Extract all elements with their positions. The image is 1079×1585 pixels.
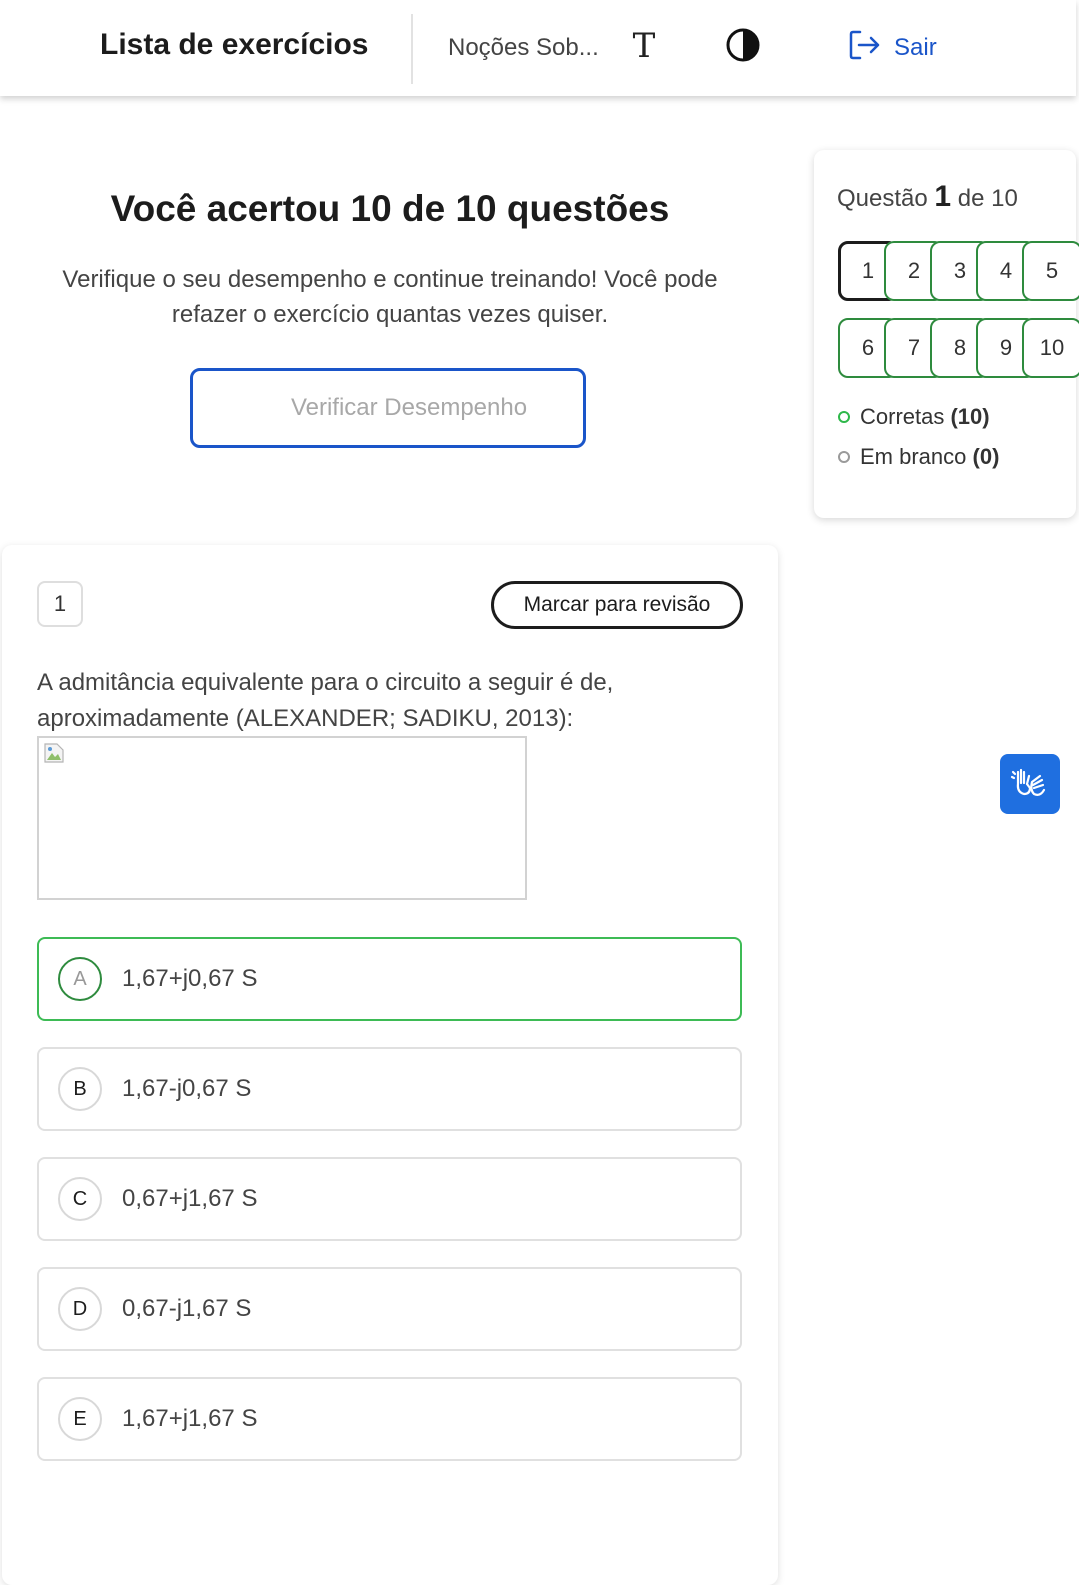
broken-image-icon (43, 742, 65, 764)
text-size-icon[interactable]: T (632, 26, 656, 66)
question-nav-button[interactable]: 9 (976, 318, 1036, 378)
option-text: 0,67-j1,67 S (122, 1295, 252, 1322)
question-nav-button[interactable]: 6 (838, 318, 898, 378)
question-nav-button[interactable]: 2 (884, 241, 944, 301)
question-nav-button[interactable]: 1 (838, 241, 898, 301)
answer-option-b[interactable] (37, 1047, 742, 1131)
question-nav-button[interactable]: 5 (1022, 241, 1079, 301)
correct-dot-icon (838, 411, 850, 423)
option-letter: E (58, 1397, 102, 1441)
navigator-heading (837, 180, 1018, 214)
legend-blank (838, 444, 999, 470)
logout-icon (848, 29, 882, 68)
question-nav-button[interactable]: 4 (976, 241, 1036, 301)
legend-correct-label: Corretas (860, 404, 945, 429)
legend-blank-count: (0) (972, 444, 1000, 469)
header-divider (411, 14, 413, 84)
question-nav-button[interactable]: 3 (930, 241, 990, 301)
answer-option-c[interactable] (37, 1157, 742, 1241)
navigator-heading-suffix: de 10 (957, 185, 1018, 212)
answer-option-a[interactable] (37, 937, 742, 1021)
navigator-heading-prefix: Questão (837, 185, 928, 212)
legend-correct (838, 404, 990, 430)
verify-performance-button[interactable]: Verificar Desempenho (190, 368, 586, 448)
course-name[interactable]: Noções Sob... (448, 34, 599, 61)
contrast-icon[interactable] (726, 28, 760, 62)
option-letter: C (58, 1177, 102, 1221)
blank-dot-icon (838, 451, 850, 463)
logout-label: Sair (894, 34, 937, 61)
mark-for-review-button[interactable]: Marcar para revisão (491, 581, 743, 629)
legend-blank-label: Em branco (860, 444, 967, 469)
option-letter: B (58, 1067, 102, 1111)
result-description: Verifique o seu desempenho e continue treinando! Você pode refazer o exercício quantas vezes quiser. (62, 266, 718, 328)
question-nav-button[interactable]: 8 (930, 318, 990, 378)
question-text: A admitância equivalente para o circuito a seguir é de, aproximadamente (ALEXANDER; SADIKU, 2013): (37, 669, 614, 732)
answer-option-d[interactable] (37, 1267, 742, 1351)
logout-button[interactable] (848, 30, 937, 66)
app-title: Lista de exercícios (100, 28, 369, 61)
question-nav-button[interactable]: 10 (1022, 318, 1079, 378)
option-text: 0,67+j1,67 S (122, 1185, 258, 1212)
navigator-current-number: 1 (934, 180, 952, 213)
top-header (0, 0, 1076, 96)
legend-correct-count: (10) (950, 404, 990, 429)
question-card (2, 545, 778, 1585)
sign-language-hands-icon (1010, 764, 1050, 804)
answer-option-e[interactable] (37, 1377, 742, 1461)
option-text: 1,67+j0,67 S (122, 965, 258, 992)
question-number-badge: 1 (37, 581, 83, 627)
option-text: 1,67-j0,67 S (122, 1075, 252, 1102)
option-text: 1,67+j1,67 S (122, 1405, 258, 1432)
question-circuit-image (37, 736, 527, 900)
question-navigator (814, 150, 1076, 518)
option-letter: D (58, 1287, 102, 1331)
option-letter: A (58, 957, 102, 1001)
result-title: Você acertou 10 de 10 questões (110, 188, 670, 229)
libras-accessibility-button[interactable] (1000, 754, 1060, 814)
question-nav-button[interactable]: 7 (884, 318, 944, 378)
